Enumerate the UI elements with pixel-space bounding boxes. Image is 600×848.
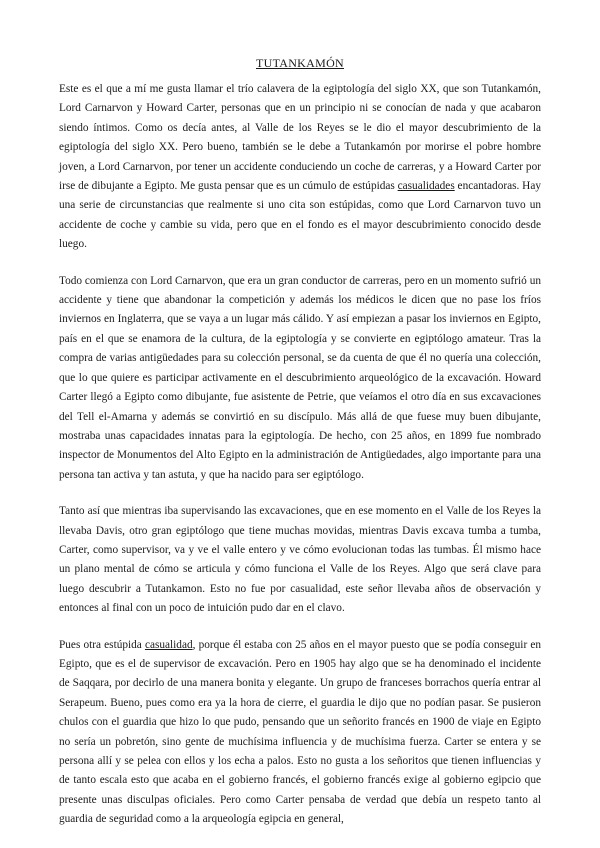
paragraph-text: Pues otra estúpida (59, 638, 145, 651)
paragraph-text: , porque él estaba con 25 años en el mayor puesto que se podía conseguir en Egipto, que es el de supervisor de excavación. Pero en 1905 hay algo que se ha denominado el incidente de Saqqara, por decirlo de una manera bonita y elegante. Un grupo de franceses borrachos quería entrar al Serapeum. Bueno, pues como era ya la hora de cierre, el guardia le dijo que no podían pasar. Se pusieron chulos con el guardia que hizo lo que pudo, pensando que un señorito francés en 1900 de viaje en Egipto no sería un pobretón, sino gente de muchísima influencia y de muchísima fuerza. Carter se entera y se persona allí y se pelea con ellos y los echa a palos. Esto no gusta a los señoritos que tienen influencias y de tanto escala esto que acaba en el gobierno francés, el gobierno francés exige al gobierno egipcio que presente unas disculpas oficiales. Pero como Carter pensaba de verdad que debía un respeto tanto al guardia de seguridad como a la arqueología egipcia en general, (59, 638, 541, 826)
paragraph (59, 502, 541, 618)
document-body (59, 80, 541, 847)
underlined-text: casualidad (144, 638, 193, 651)
page-title: TUTANKAMÓN (255, 56, 345, 70)
paragraph-text: Tanto así que mientras iba supervisando las excavaciones, que en ese momento en el Valle de los Reyes la llevaba Davis, otro gran egiptólogo que tiene muchas movidas, mientras Davis excava tumba a tumba, Carter, como supervisor, va y ve el valle entero y ve cómo evolucionan todas las tumbas. Él mismo hace un plano mental de cómo se articula y cómo funciona el Valle de los Reyes. Algo que será clave para luego descubrir a Tutankamon. Esto no fue por casualidad, este señor llevaba años de observación y entonces al final con un poco de intuición pudo dar en el clavo. (59, 505, 541, 615)
paragraph-text: Este es el que a mí me gusta llamar el trío calavera de la egiptología del siglo XX, que son Tutankamón, Lord Carnarvon y Howard Carter, personas que en un principio ni se conocían de nada y que acabaron siendo íntimos. Como os decía antes, al Valle de los Reyes se le dio el mayor descubrimiento de la egiptología del siglo XX. Pero bueno, también se le debe a Tutankamón por morirse el pobre hombre joven, a Lord Carnarvon, por tener un accidente conduciendo un coche de carreras, y a Howard Carter por irse de dibujante a Egipto. Me gusta pensar que es un cúmulo de estúpidas (59, 83, 541, 193)
underlined-text: casualidades (397, 180, 455, 193)
paragraph (59, 80, 541, 255)
paragraph-text: Todo comienza con Lord Carnarvon, que era un gran conductor de carreras, pero en un momento sufrió un accidente y tiene que abandonar la competición y además los médicos le dicen que no pase los fríos inviernos en Inglaterra, que se vaya a un lugar más cálido. Y así empiezan a pasar los inviernos en Egipto, país en el que se enamora de la cultura, de la egiptología y se convierte en egiptólogo amateur. Tras la compra de varias antigüedades para su colección personal, se da cuenta de que él no quería una colección, que lo que quiere es participar activamente en el descubrimiento arqueológico de la excavación. Howard Carter llegó a Egipto como dibujante, fue asistente de Petrie, que veíamos el otro día en sus excavaciones del Tell el-Amarna y además se convirtió en su discípulo. Más allá de que fuese muy buen dibujante, mostraba unas capacidades innatas para la egiptología. De hecho, con 25 años, en 1899 fue nombrado inspector de Monumentos del Alto Egipto en la administración de Antigüedades, algo importante para una persona tan activa y tan astuta, y que ha nacido para ser egiptólogo. (59, 274, 541, 481)
paragraph-text: encantadoras. Hay una serie de circunstancias que realmente si uno cita son estúpidas, como que Lord Carnarvon tuvo un accidente de coche y cambie su vida, pero que en el fondo es el mayor descubrimiento conocido desde luego. (59, 180, 541, 251)
paragraph (59, 636, 541, 830)
paragraph (59, 272, 541, 485)
